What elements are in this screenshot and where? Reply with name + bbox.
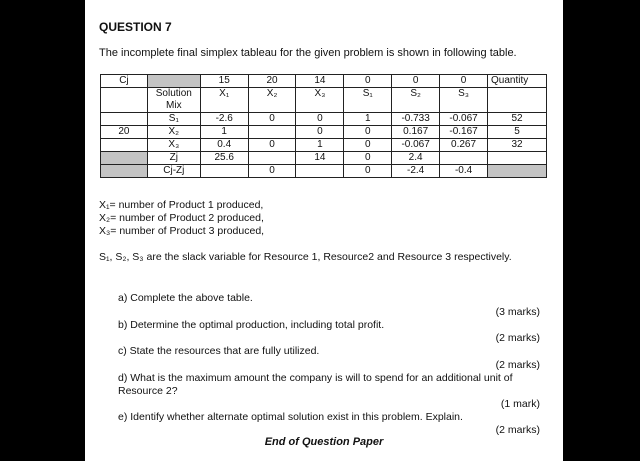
variable-header-row: [101, 88, 547, 113]
cell: [101, 113, 148, 126]
cell: -0.067: [392, 139, 440, 152]
cell: 0.267: [440, 139, 488, 152]
cell: -0.733: [392, 113, 440, 126]
marks-a: (3 marks): [495, 306, 540, 318]
end-of-paper: End of Question Paper: [264, 436, 384, 448]
zj-row: [101, 152, 547, 165]
cell: [488, 165, 547, 178]
cj-zj-row: [101, 165, 547, 178]
cell: -0.4: [440, 165, 488, 178]
cell: 0.4: [200, 139, 248, 152]
cell: [200, 165, 248, 178]
cell: X₃: [296, 88, 344, 113]
variable-definition: X₃= number of Product 3 produced,: [99, 225, 265, 237]
cell: 15: [200, 75, 248, 88]
cell: -2.4: [392, 165, 440, 178]
cell: Cj-Zj: [147, 165, 200, 178]
simplex-tableau: [100, 74, 547, 178]
cell: 0: [248, 139, 296, 152]
cell: 0: [248, 113, 296, 126]
cell: X₂: [147, 126, 200, 139]
cell: -2.6: [200, 113, 248, 126]
cell: 0: [248, 165, 296, 178]
cell: 0: [344, 165, 392, 178]
cell: [101, 139, 148, 152]
cell: [488, 88, 547, 113]
cell: S₂: [392, 88, 440, 113]
cell: 0: [440, 75, 488, 88]
cell: [101, 88, 148, 113]
cell: [248, 152, 296, 165]
marks-c: (2 marks): [495, 359, 540, 371]
document-page: [85, 0, 563, 461]
cell: 20: [248, 75, 296, 88]
cell: -0.167: [440, 126, 488, 139]
cell: 20: [101, 126, 148, 139]
cell: 5: [488, 126, 547, 139]
cell: 0: [296, 126, 344, 139]
cell: X₁: [200, 88, 248, 113]
variable-definition: X₁= number of Product 1 produced,: [99, 199, 264, 211]
cell: Zj: [147, 152, 200, 165]
cell: [101, 165, 148, 178]
cell: 14: [296, 75, 344, 88]
marks-d: (1 mark): [500, 398, 540, 410]
cell: S₁: [344, 88, 392, 113]
question-e: e) Identify whether alternate optimal solution exist in this problem. Explain.: [118, 411, 463, 423]
cell: 0: [344, 75, 392, 88]
cell: -0.067: [440, 113, 488, 126]
cell: S₃: [440, 88, 488, 113]
table-row: [101, 126, 547, 139]
cell: Cj: [101, 75, 148, 88]
cell: X₂: [248, 88, 296, 113]
cell: 25.6: [200, 152, 248, 165]
cell: 1: [296, 139, 344, 152]
table-row: [101, 139, 547, 152]
marks-e: (2 marks): [495, 424, 540, 436]
cell: 1: [200, 126, 248, 139]
cell: 0.167: [392, 126, 440, 139]
slack-note: S₁, S₂, S₃ are the slack variable for Resource 1, Resource2 and Resource 3 respectively.: [99, 251, 512, 263]
cell: [488, 152, 547, 165]
cell: 2.4: [392, 152, 440, 165]
cell: 52: [488, 113, 547, 126]
cell: 0: [344, 126, 392, 139]
cell: [147, 75, 200, 88]
cj-header-row: [101, 75, 547, 88]
cell: X₃: [147, 139, 200, 152]
cell: 32: [488, 139, 547, 152]
table-row: [101, 113, 547, 126]
cell: 0: [344, 152, 392, 165]
cell: [101, 152, 148, 165]
question-intro: The incomplete final simplex tableau for the given problem is shown in following table.: [99, 47, 517, 59]
cell: [440, 152, 488, 165]
cell: Solution Mix: [147, 88, 200, 113]
cell: 0: [296, 113, 344, 126]
cell: [296, 165, 344, 178]
marks-b: (2 marks): [495, 332, 540, 344]
cell: Quantity: [488, 75, 547, 88]
cell: 0: [392, 75, 440, 88]
cell: 1: [344, 113, 392, 126]
variable-definitions: [99, 199, 264, 238]
cell: [248, 126, 296, 139]
question-b: b) Determine the optimal production, including total profit.: [118, 319, 385, 331]
cell: 14: [296, 152, 344, 165]
cell: 0: [344, 139, 392, 152]
cell: S₁: [147, 113, 200, 126]
question-c: c) State the resources that are fully utilized.: [118, 345, 320, 357]
question-a: a) Complete the above table.: [118, 292, 253, 304]
question-title: QUESTION 7: [99, 20, 172, 34]
question-d: d) What is the maximum amount the company is will to spend for an additional unit of Resource 2?: [118, 372, 513, 397]
variable-definition: X₂= number of Product 2 produced,: [99, 212, 264, 224]
